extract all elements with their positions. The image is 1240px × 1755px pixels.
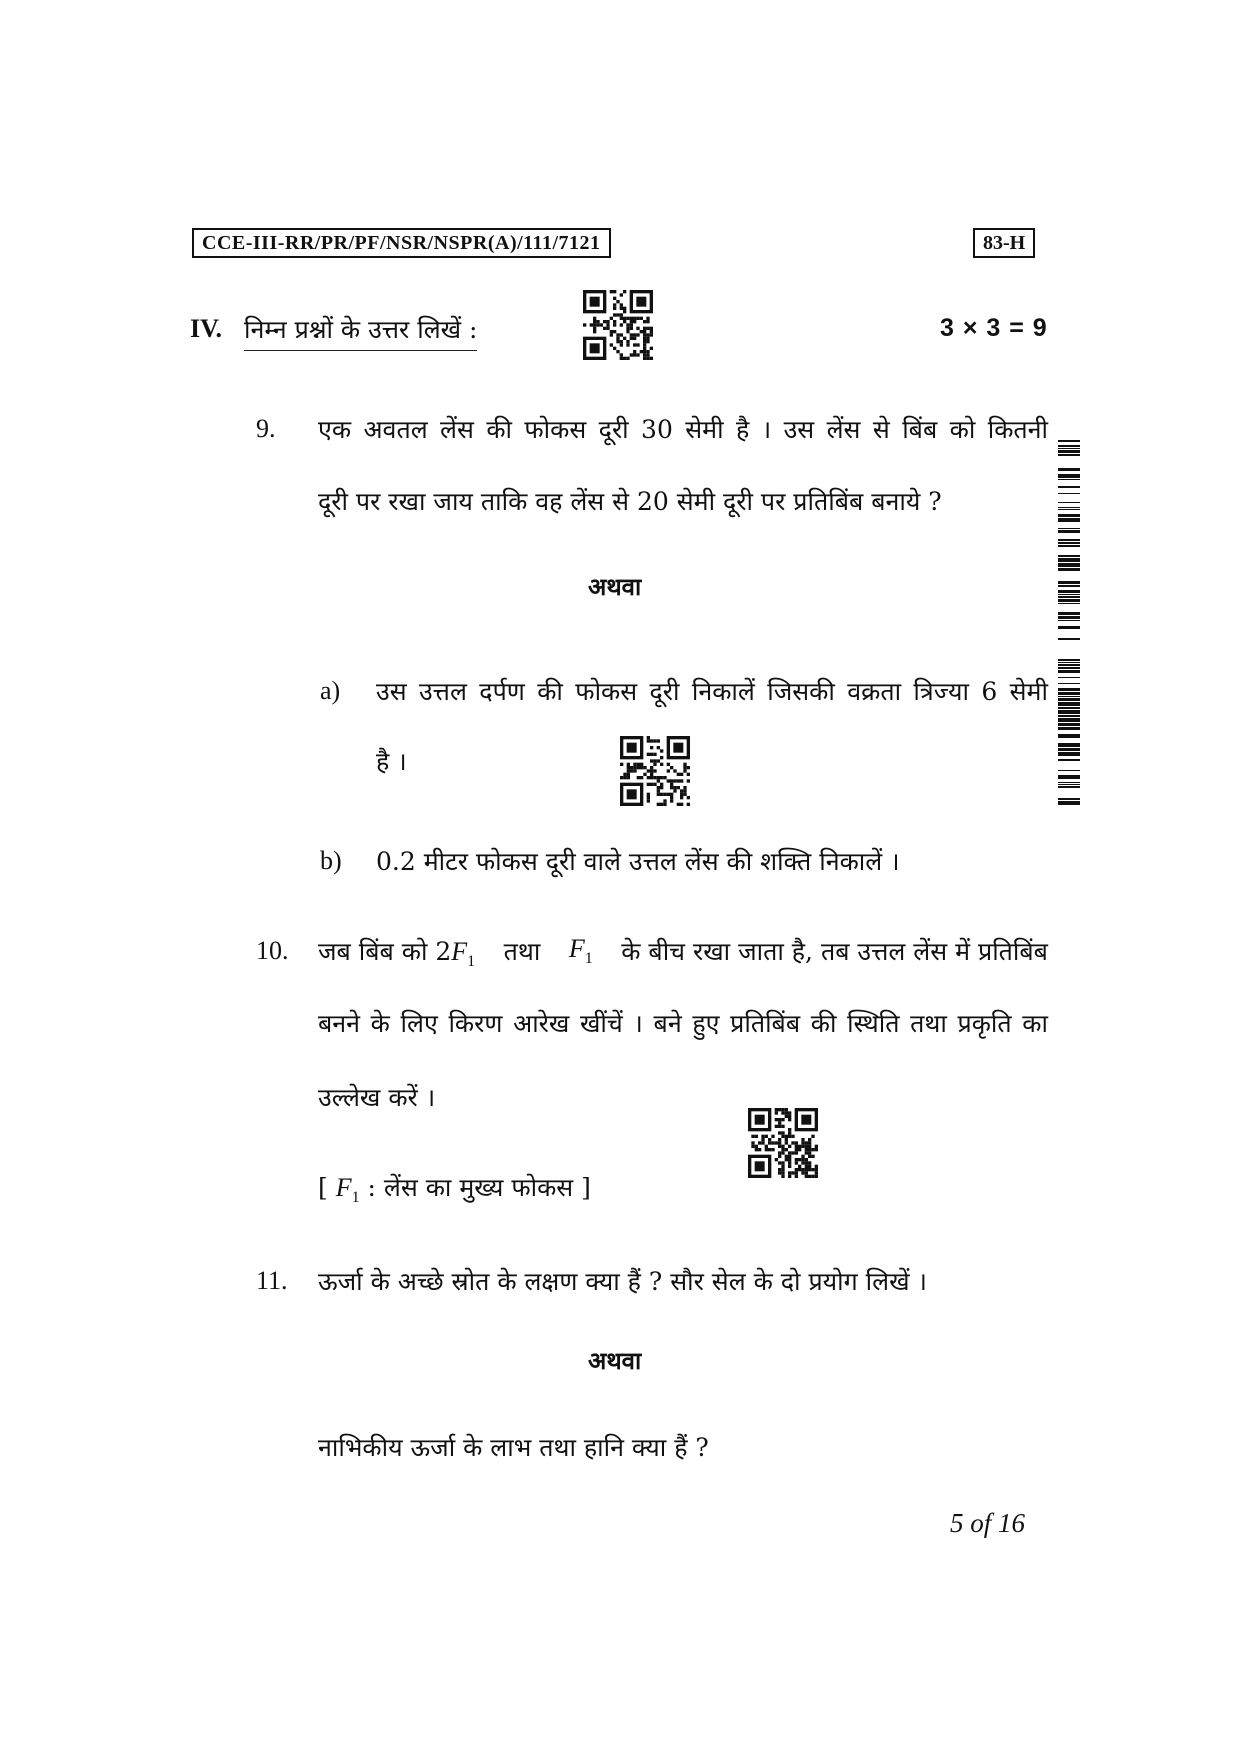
qr-code-icon	[748, 1108, 818, 1178]
question-9b-label: b)	[320, 846, 342, 875]
question-11-alternative: नाभिकीय ऊर्जा के लाभ तथा हानि क्या हैं ?	[318, 1433, 709, 1462]
page-number: 5 of 16	[950, 1508, 1026, 1538]
question-10-text-a: जब बिंब को 2	[318, 937, 452, 966]
section-number: IV.	[190, 314, 223, 343]
question-9b-text: 0.2 मीटर फोकस दूरी वाले उत्तल लेंस की शक्ति निकालें ।	[376, 847, 900, 876]
subscript-1: 1	[351, 1189, 360, 1206]
question-9-or-label: अथवा	[588, 572, 642, 601]
question-10-number: 10.	[256, 936, 289, 965]
section-title: निम्न प्रश्नों के उत्तर लिखें :	[244, 312, 477, 351]
question-9-line-2: दूरी पर रखा जाय ताकि वह लेंस से 20 सेमी दूरी पर प्रतिबिंब बनाये ?	[318, 487, 942, 516]
question-11-or-label: अथवा	[588, 1346, 642, 1375]
exam-code: CCE-III-RR/PR/PF/NSR/NSPR(A)/111/7121	[192, 228, 611, 258]
note-open-bracket: [	[318, 1173, 336, 1202]
question-9-number: 9.	[256, 414, 276, 443]
question-10-line-3: उल्लेख करें ।	[318, 1083, 436, 1112]
question-10-line-1-segment	[318, 934, 475, 971]
variable-f: F	[568, 934, 585, 963]
question-9a-label: a)	[320, 676, 341, 705]
question-9a-line-1: उस उत्तल दर्पण की फोकस दूरी निकालें जिसकी वक्रता त्रिज्या 6 सेमी	[376, 677, 1048, 706]
question-10-note	[318, 1170, 591, 1207]
question-10-line-2: बनने के लिए किरण आरेख खींचें । बने हुए प्रतिबिंब की स्थिति तथा प्रकृति का	[318, 1009, 1048, 1038]
question-11-number: 11.	[256, 1266, 288, 1295]
qr-code-icon	[583, 290, 653, 360]
subscript-1: 1	[467, 953, 476, 970]
question-9a-line-2: है ।	[376, 747, 407, 776]
paper-code: 83-H	[973, 228, 1035, 258]
question-10-line-1	[318, 934, 1048, 971]
barcode-icon	[1058, 440, 1080, 808]
variable-f: F	[451, 937, 468, 966]
note-text: : लेंस का मुख्य फोकस ]	[359, 1173, 591, 1202]
variable-f: F	[335, 1173, 352, 1202]
question-10-text-c: के बीच रखा जाता है, तब उत्तल लेंस में प्रतिबिंब	[621, 937, 1048, 966]
question-11-line-1: ऊर्जा के अच्छे स्रोत के लक्षण क्या हैं ? सौर सेल के दो प्रयोग लिखें ।	[318, 1267, 927, 1296]
section-marks: 3 × 3 = 9	[940, 314, 1048, 342]
question-10-text-b: तथा	[503, 937, 541, 966]
question-10-line-1-segment	[569, 934, 593, 971]
subscript-1: 1	[584, 950, 593, 967]
question-9-line-1: एक अवतल लेंस की फोकस दूरी 30 सेमी है । उस लेंस से बिंब को कितनी	[318, 415, 1048, 444]
qr-code-icon	[620, 736, 690, 806]
